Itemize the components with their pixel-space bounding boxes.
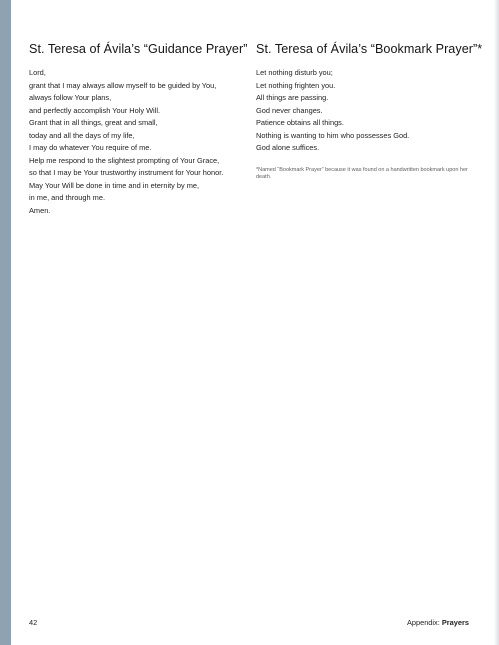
prayer-line: and perfectly accomplish Your Holy Will. bbox=[29, 105, 161, 115]
prayer-line: Lord, bbox=[29, 68, 46, 77]
page-edge-shadow bbox=[494, 0, 499, 645]
prayer-line: God alone suffices. bbox=[256, 143, 320, 153]
prayer-line: All things are passing. bbox=[256, 93, 329, 103]
prayer-line: I may do whatever You require of me. bbox=[29, 143, 152, 153]
prayer-line: Patience obtains all things. bbox=[256, 118, 344, 128]
prayer-line: Amen. bbox=[29, 206, 51, 216]
prayer-line: today and all the days of my life, bbox=[29, 130, 135, 140]
prayer-line: so that I may be Your trustworthy instrument for Your honor. bbox=[29, 168, 224, 178]
prayer-line: always follow Your plans, bbox=[29, 93, 112, 103]
prayer-line: May Your Will be done in time and in eternity by me, bbox=[29, 180, 200, 190]
guidance-prayer-title: St. Teresa of Ávila’s “Guidance Prayer” bbox=[29, 42, 248, 56]
running-footer bbox=[407, 618, 469, 627]
guidance-prayer-text bbox=[29, 67, 223, 218]
prayer-line: in me, and through me. bbox=[29, 193, 106, 203]
bookmark-footnote: *Named “Bookmark Prayer” because it was found on a handwritten bookmark upon her death. bbox=[256, 166, 468, 180]
prayer-line: Nothing is wanting to him who possesses God. bbox=[256, 130, 410, 140]
footer-section-prefix: Appendix: bbox=[406, 618, 442, 627]
left-edge-band bbox=[0, 0, 11, 645]
bookmark-prayer-title: St. Teresa of Ávila’s “Bookmark Prayer”* bbox=[256, 42, 483, 56]
prayer-line: Let nothing disturb you; bbox=[256, 68, 333, 77]
footer-section-name: Prayers bbox=[441, 618, 469, 627]
prayer-line: grant that I may always allow myself to be guided by You, bbox=[29, 80, 217, 90]
prayer-line: Let nothing frighten you. bbox=[256, 80, 336, 90]
prayer-line: Grant that in all things, great and small, bbox=[29, 118, 158, 128]
prayer-line: Help me respond to the slightest prompting of Your Grace, bbox=[29, 155, 220, 165]
page-number: 42 bbox=[29, 618, 38, 627]
prayer-line: God never changes. bbox=[256, 105, 323, 115]
bookmark-prayer-text bbox=[256, 67, 409, 155]
